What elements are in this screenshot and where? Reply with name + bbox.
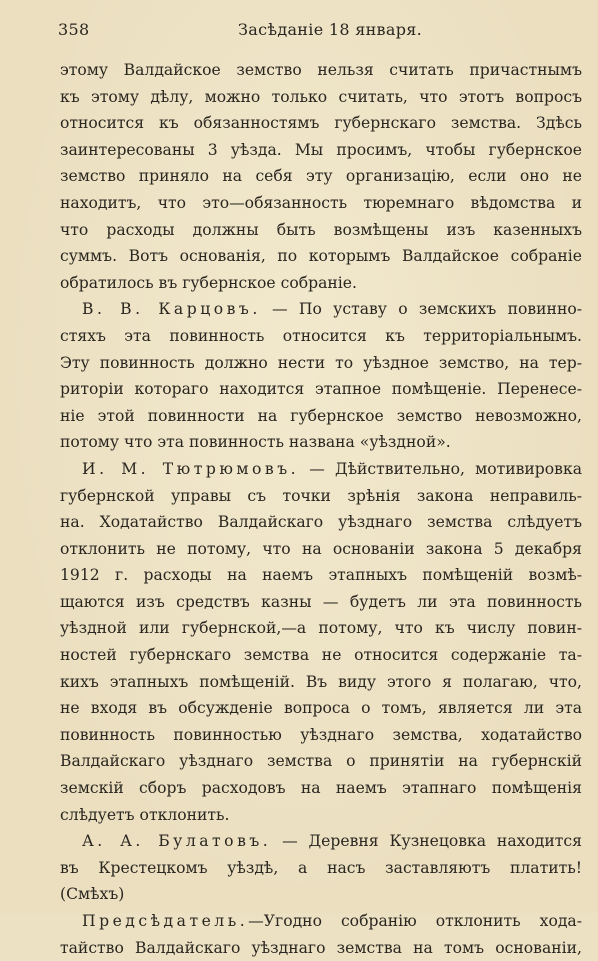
text-line [60,695,582,722]
text-line [60,376,582,403]
text-line [60,350,582,377]
line-text: что расходы должны быть возмѣщены изъ казенныхъ [60,220,582,239]
line-text: слѣдуетъ отклонить. [60,805,230,824]
line-text: повинность повинностью уѣзднаго земства, ходатайство [60,725,582,744]
line-text: —Угодно собранію отклонить хода- [248,912,582,930]
text-line [60,429,582,456]
text-line [60,163,582,190]
text-line [60,828,582,855]
text-line [60,323,582,350]
text-line [60,296,582,323]
line-text: щаются изъ средствъ казны — будетъ ли эта повинность [60,592,582,611]
line-text: 1912 г. расходы на наемъ этапныхъ помѣщеній возмѣ- [60,566,582,585]
text-line [60,669,582,696]
line-text: земство приняло на себя эту организацію, если оно не [60,167,582,186]
text-line [60,935,582,961]
text-line [60,775,582,802]
speaker-name: А. А. Булатовъ. [82,832,272,851]
text-line [60,509,582,536]
line-text: на. Ходатайство Валдайскаго уѣзднаго земства слѣдуетъ [60,513,582,532]
line-text: Валдайскаго уѣзднаго земства о принятіи на губернскій [60,752,582,771]
line-text: — По уставу о земскихъ повинно- [260,300,582,319]
line-text: — Дѣйствительно, мотивировка [299,459,582,478]
line-text: — Деревня Кузнецовка находится [271,832,582,851]
line-text: обратилось въ губернское собраніе. [60,273,357,292]
text-line [60,270,582,297]
speaker-name: Предсѣдатель. [82,912,249,930]
line-text: земскій сборъ расходовъ на наемъ этапнаго помѣщенія [60,779,582,798]
text-line [60,243,582,270]
running-head: Засѣданіе 18 января. [238,20,423,39]
line-text: ніе этой повинности на губернское земство невозможно, [60,406,582,425]
line-text: относится къ обязанностямъ губернскаго земства. Здѣсь [60,114,582,133]
line-text: суммъ. Вотъ основанія, по которымъ Валдайское собраніе [60,247,582,266]
text-line [60,536,582,563]
text-line [60,748,582,775]
line-text: ностей губернскаго земства не относится содержаніе та- [60,646,582,665]
text-line [60,217,582,244]
line-text: заинтересованы 3 уѣзда. Мы просимъ, чтобы губернское [60,140,582,159]
text-line [60,403,582,430]
line-text: находитъ, что это—обязанность тюремнаго вѣдомства и [60,193,582,212]
text-line [60,190,582,217]
line-text: губернской управы съ точки зрѣнія закона неправиль- [60,486,582,505]
text-line [60,84,582,111]
text-line [60,562,582,589]
line-text: (Смѣхъ) [60,885,125,904]
line-text: потому что эта повинность названа «уѣздной». [60,433,451,452]
text-line [60,722,582,749]
line-text: Эту повинность должно нести то уѣздное земство, на тер- [60,353,582,372]
page-number: 358 [58,20,90,39]
text-line [60,483,582,510]
speaker-name: И. М. Тютрюмовъ. [82,459,300,478]
line-text: отклонить не потому, что на основаніи закона 5 декабря [60,539,582,558]
text-line [60,642,582,669]
text-line [60,456,582,483]
line-text: въ Крестецкомъ уѣздѣ, а насъ заставляютъ платить! [60,858,582,877]
line-text: къ этому дѣлу, можно только считать, что этотъ вопросъ [60,87,582,106]
body-text [60,57,582,961]
line-text: не входя въ обсужденіе вопроса о томъ, является ли эта [60,699,582,718]
text-line [60,57,582,84]
text-line [60,855,582,882]
line-text: тайство Валдайскаго уѣзднаго земства на томъ основаніи, [60,938,582,957]
page-header [58,14,568,40]
text-line [60,137,582,164]
text-line [60,908,582,935]
line-text: риторіи котораго находится этапное помѣщеніе. Перенесе- [60,380,582,399]
text-line [60,615,582,642]
speaker-name: В. В. Карцовъ. [82,300,261,319]
line-text: этому Валдайское земство нельзя считать причастнымъ [60,61,582,79]
text-line [60,881,582,908]
line-text: кихъ этапныхъ помѣщеній. Въ виду этого я полагаю, что, [60,672,582,691]
line-text: уѣздной или губернской,—а потому, что къ числу повин- [60,619,582,638]
line-text: стяхъ эта повинность относится къ территоріальнымъ. [60,326,582,345]
text-line [60,802,582,829]
text-line [60,110,582,137]
text-line [60,589,582,616]
